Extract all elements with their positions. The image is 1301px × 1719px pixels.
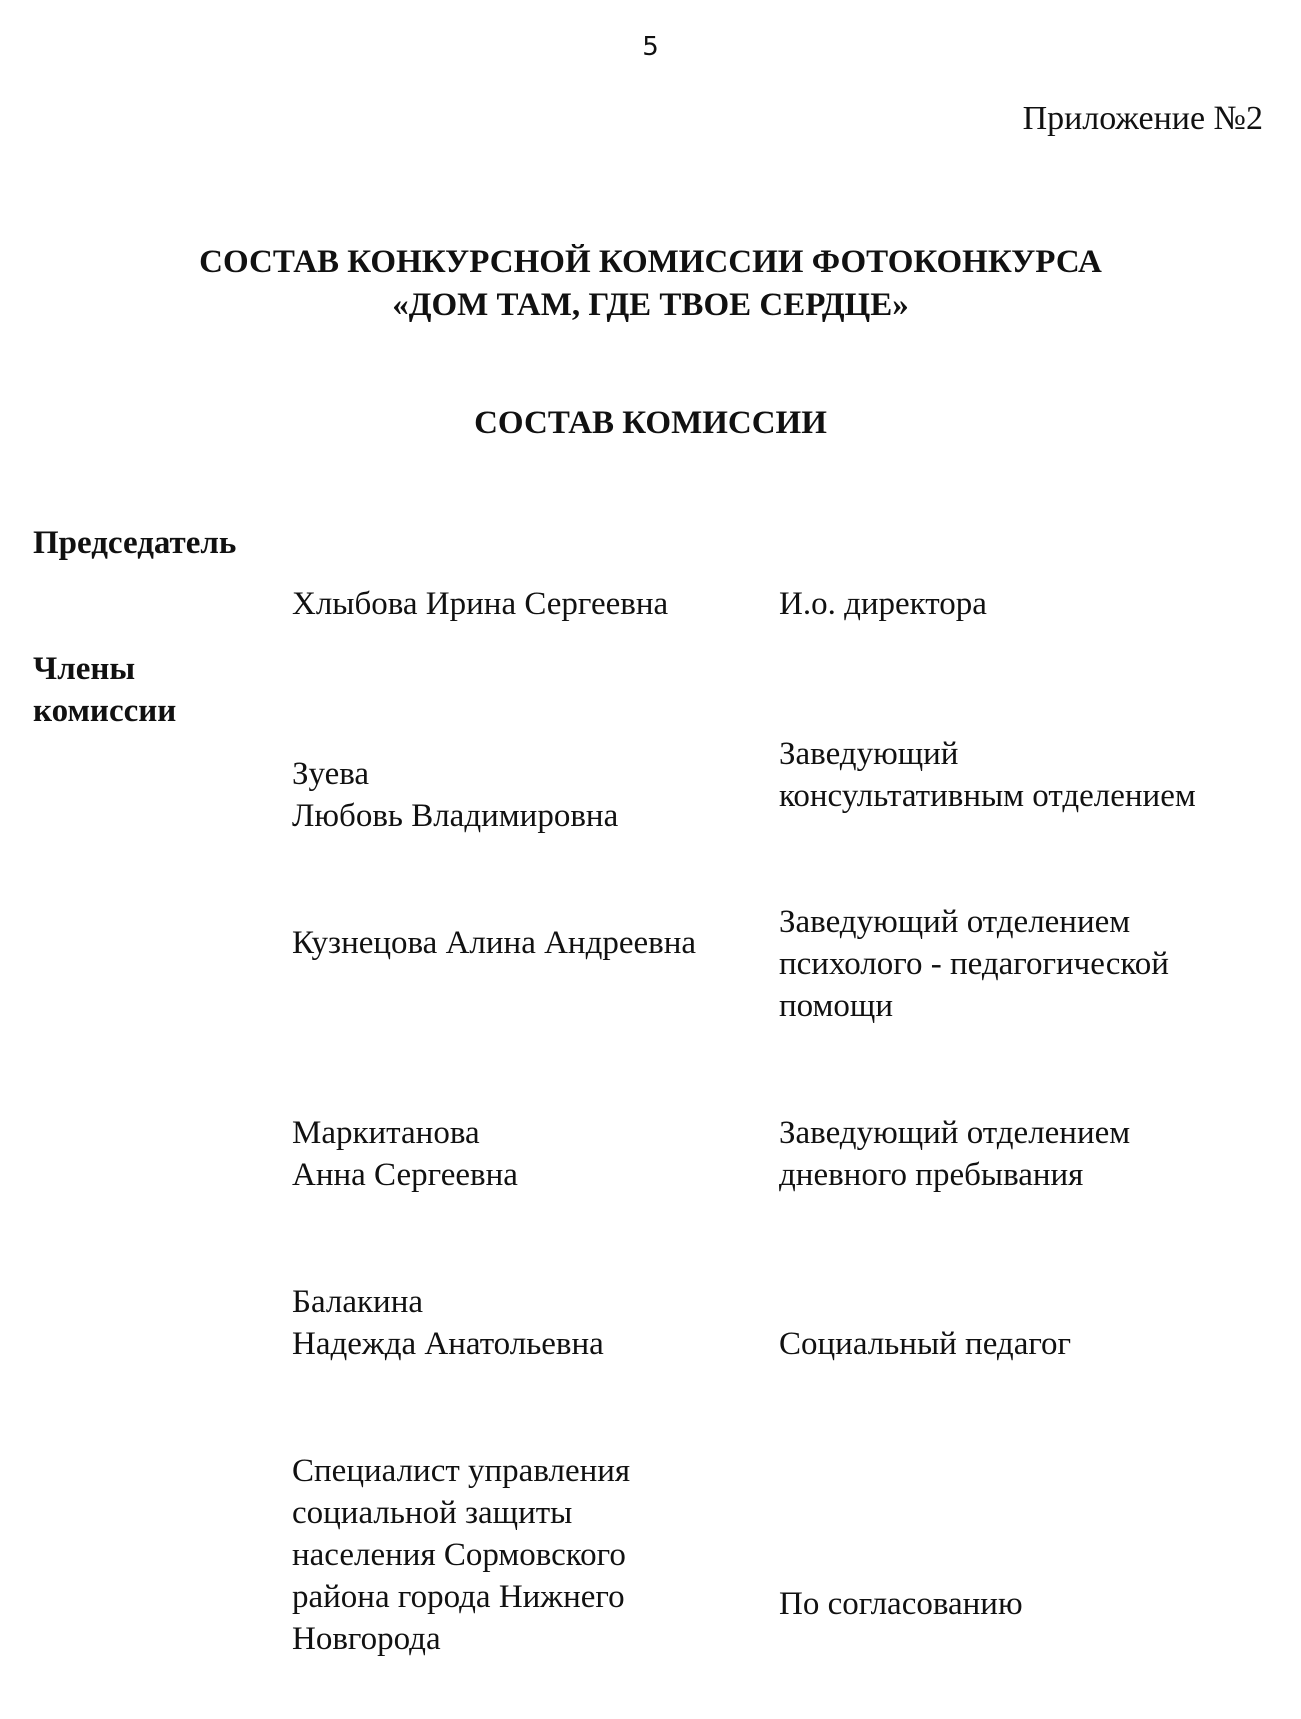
member-position: По согласованию bbox=[779, 1586, 1023, 1622]
member-name: Балакина Надежда Анатольевна bbox=[292, 1284, 604, 1362]
chairman-name: Хлыбова Ирина Сергеевна bbox=[292, 586, 669, 622]
member-name: Зуева Любовь Владимировна bbox=[292, 756, 619, 834]
document-title-line-1: СОСТАВ КОНКУРСНОЙ КОМИССИИ ФОТОКОНКУРСА bbox=[199, 244, 1102, 280]
member-name: Маркитанова Анна Сергеевна bbox=[292, 1115, 518, 1193]
members-label: Члены комиссии bbox=[33, 651, 177, 729]
member-position: Социальный педагог bbox=[779, 1326, 1072, 1362]
member-position: Заведующий консультативным отделением bbox=[779, 736, 1196, 814]
member-name: Кузнецова Алина Андреевна bbox=[292, 925, 697, 961]
member-name: Специалист управления социальной защиты населения Сормовского района города Нижнего Новгорода bbox=[292, 1453, 631, 1657]
member-position: Заведующий отделением дневного пребывания bbox=[779, 1115, 1131, 1193]
appendix-label: Приложение №2 bbox=[1022, 100, 1263, 137]
page-number: 5 bbox=[642, 32, 659, 62]
section-title: СОСТАВ КОМИССИИ bbox=[474, 405, 827, 441]
chairman-position: И.о. директора bbox=[779, 586, 987, 622]
member-position: Заведующий отделением психолого - педагогической помощи bbox=[779, 904, 1169, 1024]
chairman-label: Председатель bbox=[33, 525, 237, 561]
document-title-line-2: «ДОМ ТАМ, ГДЕ ТВОЕ СЕРДЦЕ» bbox=[392, 287, 909, 323]
